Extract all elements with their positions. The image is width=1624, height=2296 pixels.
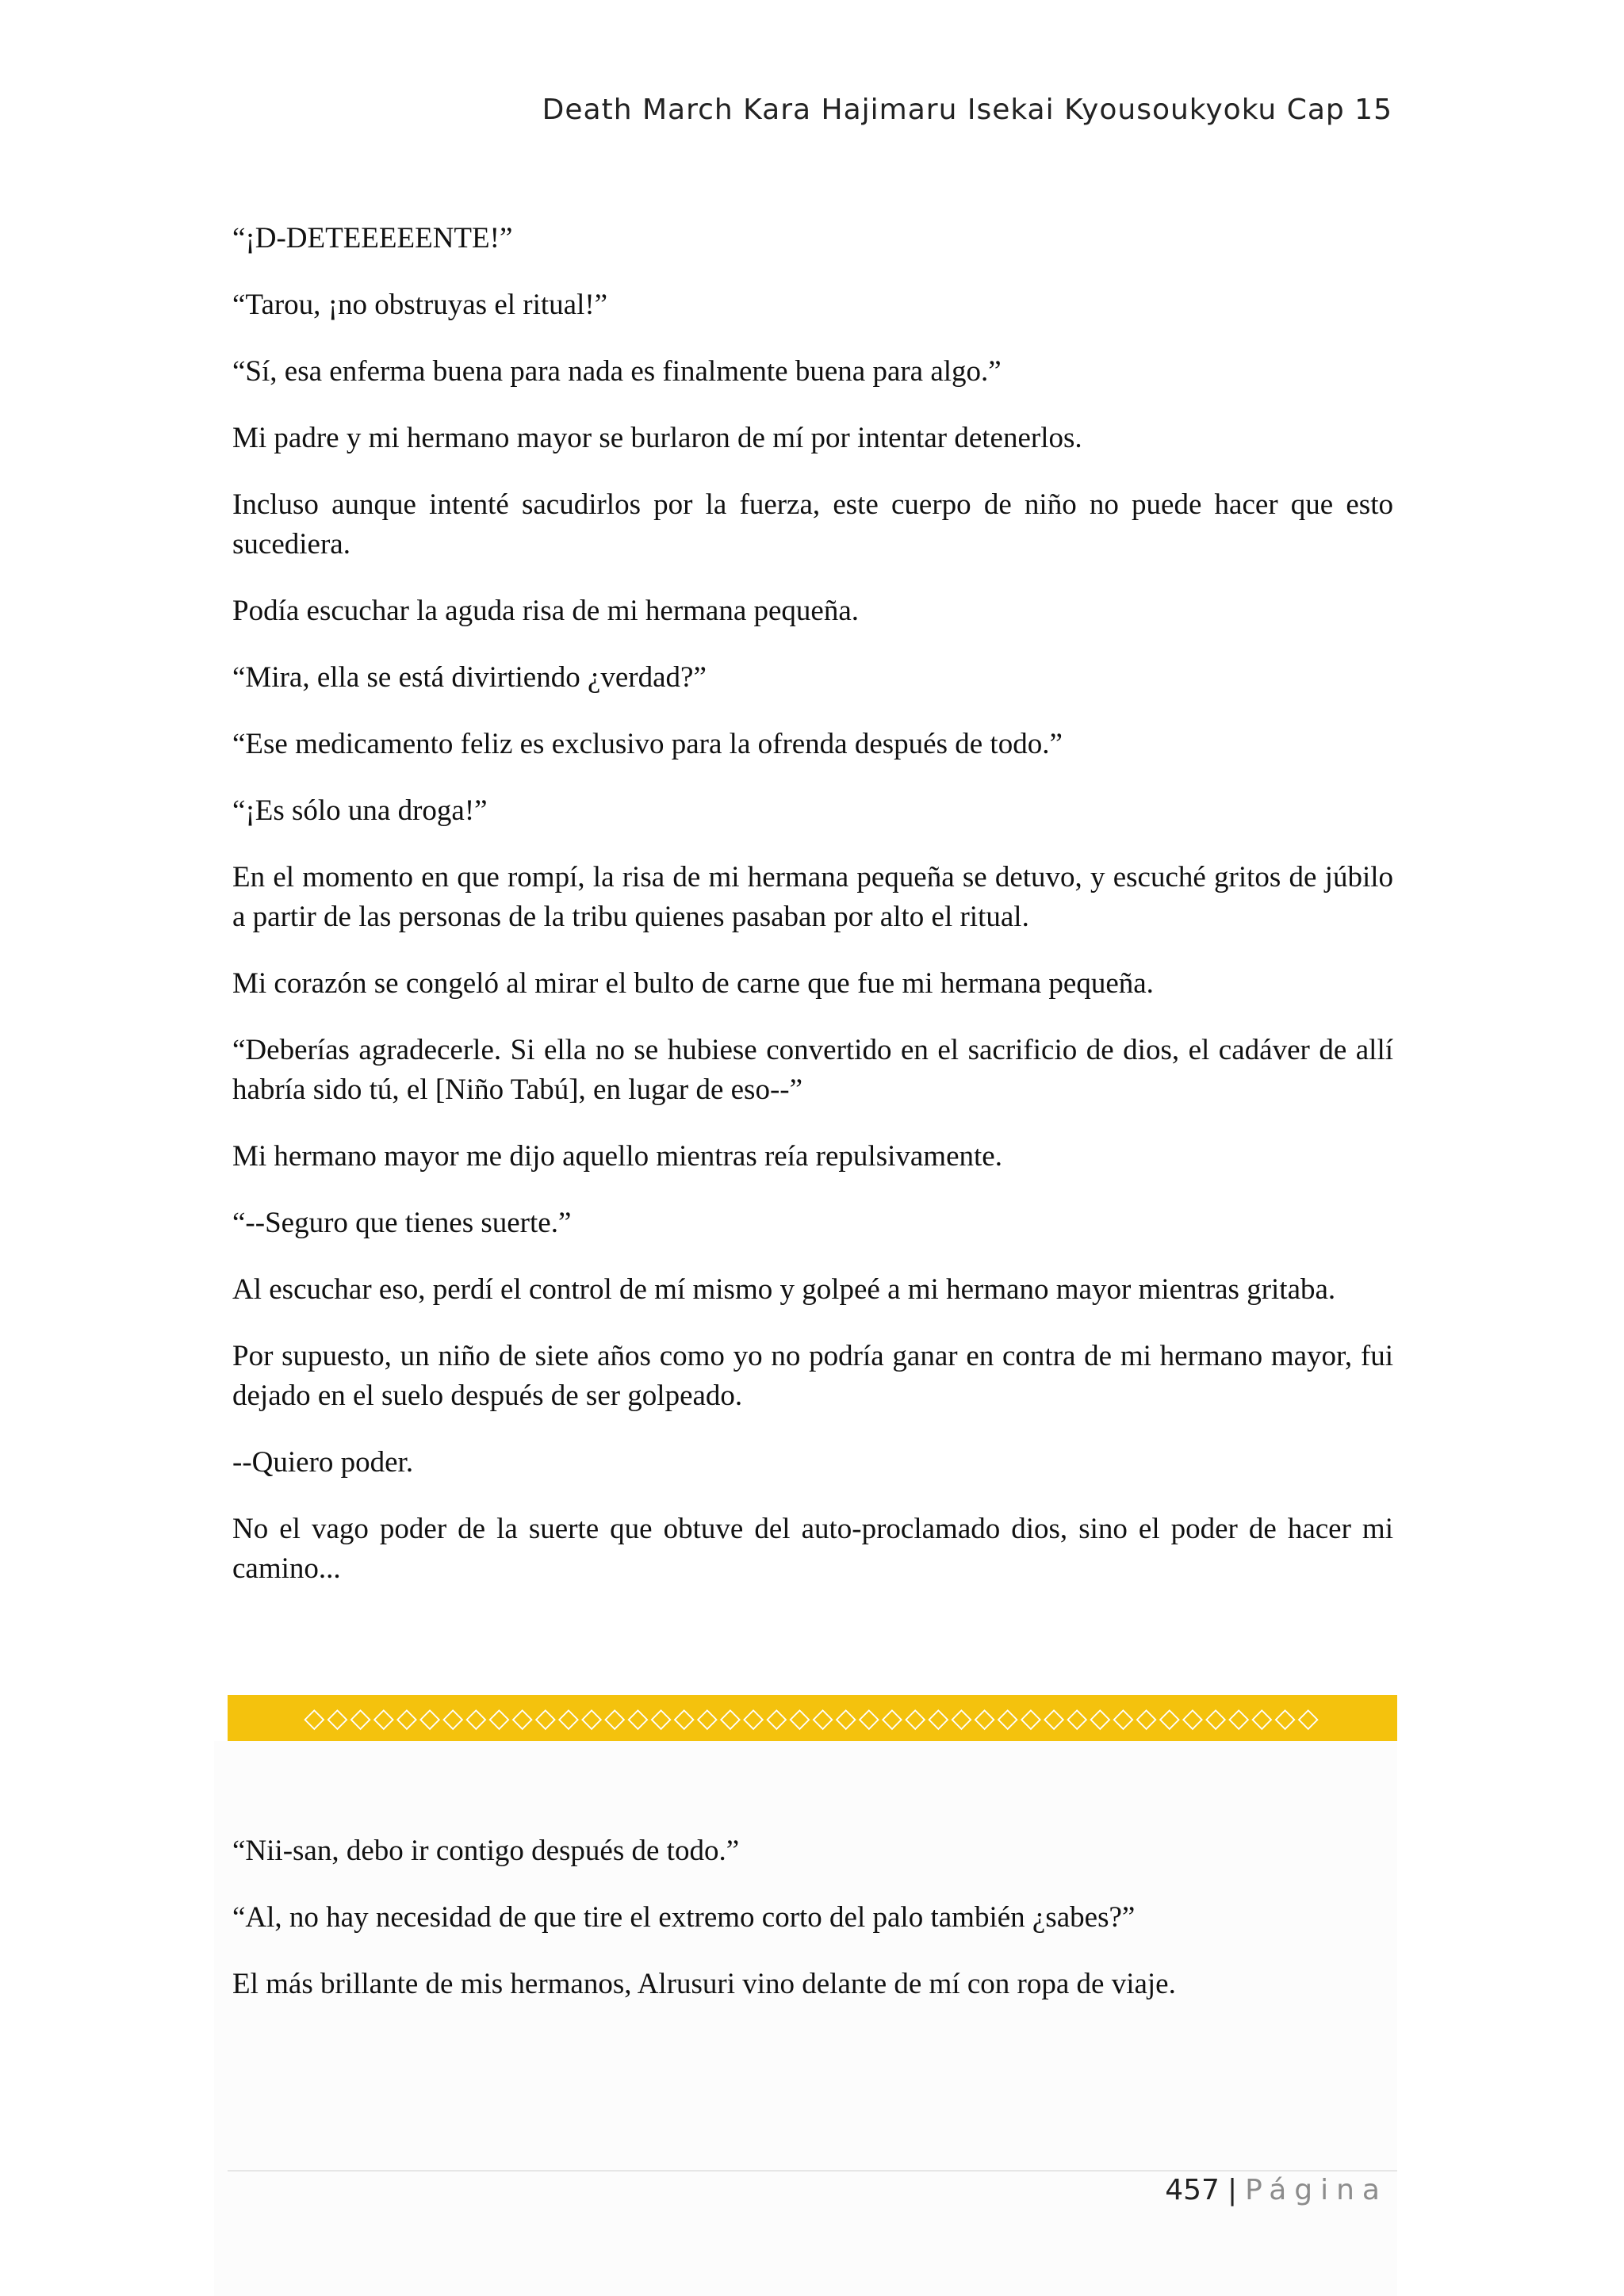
paragraph: Al escuchar eso, perdí el control de mí mismo y golpeé a mi hermano mayor mientras gritaba. [232,1273,1336,1306]
body-text-bottom [232,1831,1393,2031]
paragraph: Mi hermano mayor me dijo aquello mientras reía repulsivamente. [232,1140,1002,1173]
page-number: 457 [1165,2174,1220,2206]
paragraph: Mi padre y mi hermano mayor se burlaron de mí por intentar detenerlos. [232,422,1082,454]
scene-separator [228,1695,1397,1741]
paragraph: “Sí, esa enferma buena para nada es finalmente buena para algo.” [232,355,1002,388]
paragraph: “Tarou, ¡no obstruyas el ritual!” [232,289,608,321]
page-footer [1165,2174,1388,2206]
paragraph: “Deberías agradecerle. Si ella no se hubiese convertido en el sacrificio de dios, el cadáver de allí habría sido tú, el [Niño Tabú], en lugar de eso--” [232,1034,1393,1106]
paragraph: Por supuesto, un niño de siete años como yo no podría ganar en contra de mi hermano mayor, fui dejado en el suelo después de ser golpeado. [232,1340,1393,1412]
diamond-ornament-icon: ◇◇◇◇◇◇◇◇◇◇◇◇◇◇◇◇◇◇◇◇◇◇◇◇◇◇◇◇◇◇◇◇◇◇◇◇◇◇◇◇◇◇◇◇ [304,1702,1321,1734]
page-label: Página [1245,2174,1388,2206]
paragraph: “Mira, ella se está divirtiendo ¿verdad?” [232,661,707,694]
paragraph: “Ese medicamento feliz es exclusivo para la ofrenda después de todo.” [232,728,1063,760]
paragraph: “¡Es sólo una droga!” [232,794,488,827]
paragraph: “¡D-DETEEEEENTE!” [232,222,513,254]
footer-divider [228,2170,1397,2172]
paragraph: Mi corazón se congeló al mirar el bulto de carne que fue mi hermana pequeña. [232,967,1154,1000]
paragraph: En el momento en que rompí, la risa de mi hermana pequeña se detuvo, y escuché gritos de júbilo a partir de las personas de la tribu quienes pasaban por alto el ritual. [232,861,1393,933]
paragraph: Podía escuchar la aguda risa de mi hermana pequeña. [232,595,860,627]
paragraph: “Al, no hay necesidad de que tire el extremo corto del palo también ¿sabes?” [232,1901,1136,1934]
body-text-top [232,219,1393,1589]
paragraph: --Quiero poder. [232,1446,414,1479]
paragraph: Incluso aunque intenté sacudirlos por la fuerza, este cuerpo de niño no puede hacer que esto sucediera. [232,488,1393,561]
paragraph: El más brillante de mis hermanos, Alrusuri vino delante de mí con ropa de viaje. [232,1968,1176,2000]
paragraph: No el vago poder de la suerte que obtuve del auto-proclamado dios, sino el poder de hacer mi camino... [232,1513,1393,1585]
paragraph: “--Seguro que tienes suerte.” [232,1207,572,1239]
running-header: Death March Kara Hajimaru Isekai Kyousoukyoku Cap 15 [542,94,1392,126]
paragraph: “Nii-san, debo ir contigo después de todo.” [232,1835,740,1867]
footer-separator: | [1227,2174,1238,2206]
